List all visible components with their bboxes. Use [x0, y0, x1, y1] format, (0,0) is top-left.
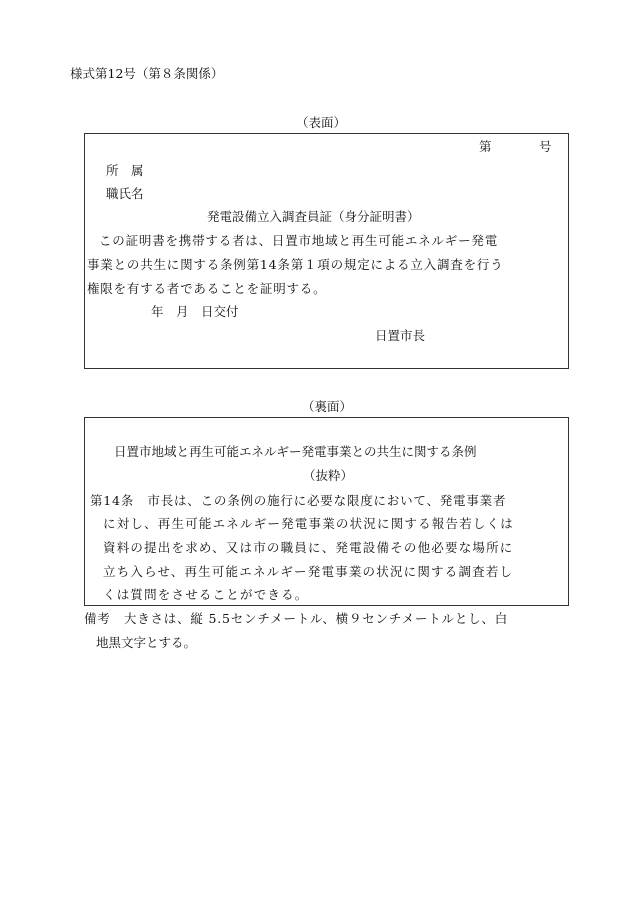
excerpt-label: （抜粋） [303, 468, 354, 483]
body-line: 事業との共生に関する条例第14条第１項の規定による立入調査を行う [87, 257, 504, 272]
affiliation-label: 所 属 [106, 163, 144, 178]
article-line: に対し、再生可能エネルギー発電事業の状況に関する報告若しくは [103, 516, 515, 531]
form-number: 様式第12号（第８条関係） [70, 66, 224, 81]
remarks-line: 備考 大きさは、縦 5.5センチメートル、横９センチメートルとし、白 [84, 611, 509, 626]
article-line: 第14条 市長は、この条例の施行に必要な限度において、発電事業者 [90, 493, 507, 508]
issue-date: 年 月 日交付 [151, 304, 239, 319]
issuer: 日置市長 [375, 328, 426, 343]
front-side-card [84, 133, 569, 369]
name-label: 職氏名 [106, 186, 144, 201]
certificate-title: 発電設備立入調査員証（身分証明書） [207, 209, 420, 224]
front-side-heading: （表面） [296, 115, 347, 130]
number-go: 号 [539, 139, 552, 154]
article-line: 資料の提出を求め、又は市の職員に、発電設備その他必要な場所に [103, 540, 514, 555]
article-line: 立ち入らせ、再生可能エネルギー発電事業の状況に関する調査若し [103, 564, 514, 579]
body-line: この証明書を携帯する者は、日置市地域と再生可能エネルギー発電 [99, 233, 499, 248]
back-side-heading: （裏面） [302, 399, 353, 414]
ordinance-title: 日置市地域と再生可能エネルギー発電事業との共生に関する条例 [114, 444, 477, 459]
article-line: くは質問をさせることができる。 [103, 587, 309, 602]
remarks-line: 地黒文字とする。 [96, 635, 197, 650]
number-dai: 第 [479, 139, 492, 154]
back-side-card [84, 417, 569, 606]
body-line: 権限を有する者であることを証明する。 [87, 281, 327, 296]
